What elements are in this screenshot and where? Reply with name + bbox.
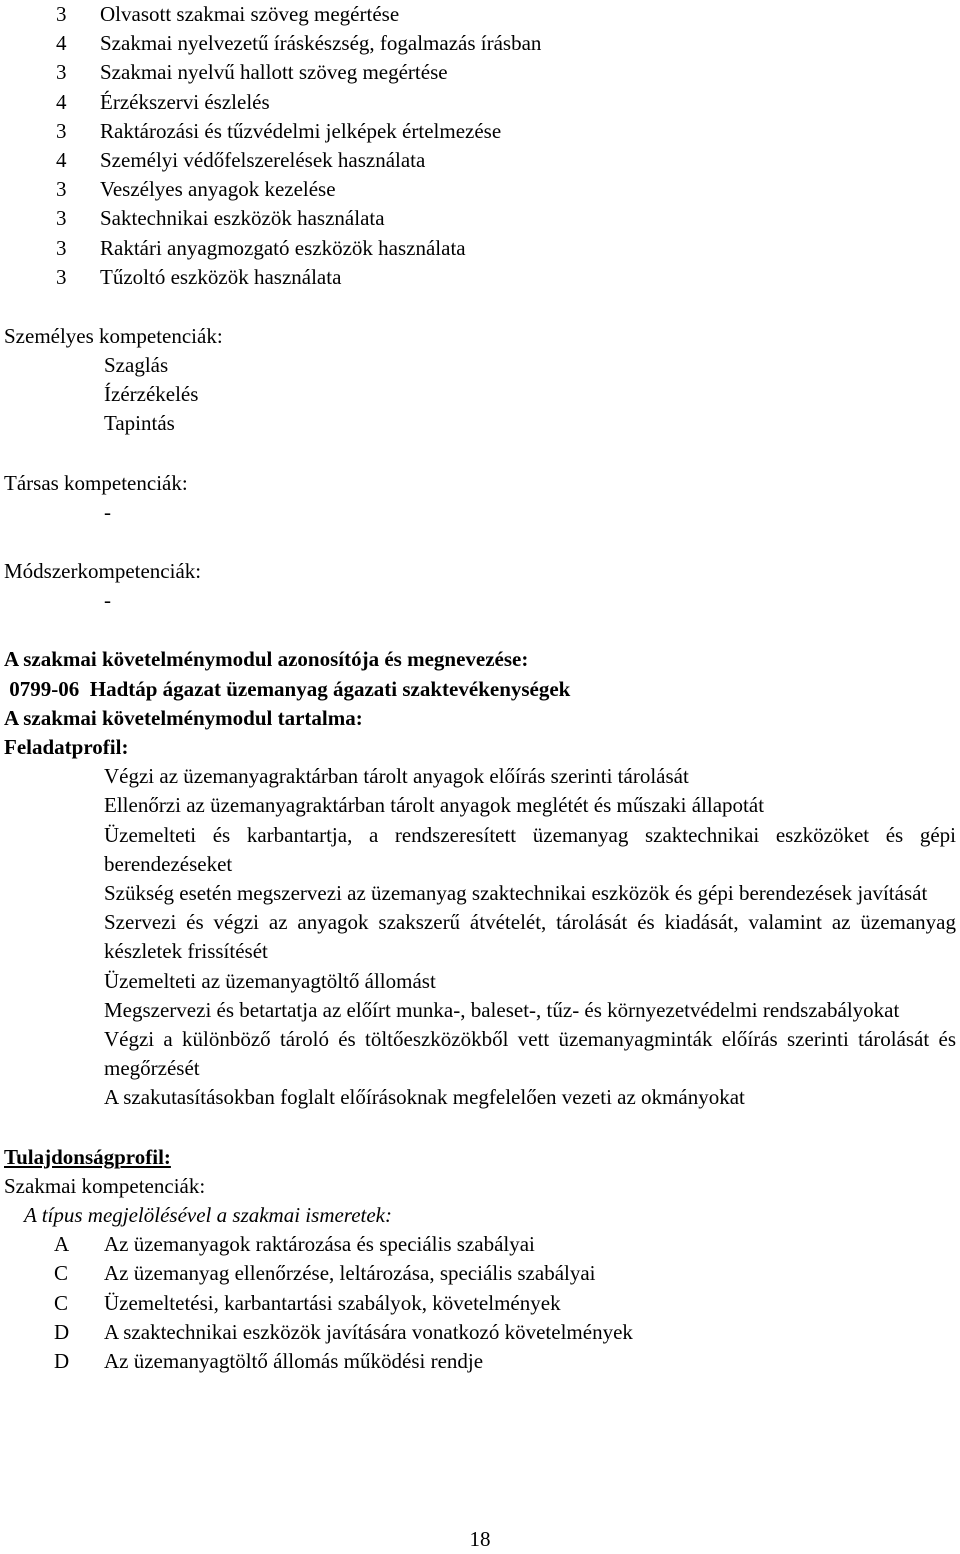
- skill-level: 3: [56, 2, 67, 26]
- knowledge-row: [4, 1259, 956, 1288]
- skill-text: Raktározási és tűzvédelmi jelképek értelmezése: [100, 118, 502, 143]
- knowledge-type: D: [54, 1319, 70, 1344]
- spacer: [4, 439, 956, 469]
- task-item: Szükség esetén megszervezi az üzemanyag szaktechnikai eszközök és gépi berendezések javítását: [104, 880, 928, 905]
- knowledge-type: A: [54, 1232, 70, 1257]
- knowledge-row: [4, 1318, 956, 1347]
- spacer: [4, 1113, 956, 1143]
- skill-text: Olvasott szakmai szöveg megértése: [100, 2, 400, 26]
- skill-text: Érzékszervi észlelés: [100, 89, 270, 114]
- skill-level: 3: [56, 60, 67, 85]
- skill-level: 3: [56, 177, 67, 202]
- task-item: Végzi a különböző tároló és töltőeszközökből vett üzemanyagminták előírás szerinti tárolását és megőrzését: [104, 1026, 956, 1081]
- skill-text: Raktári anyagmozgató eszközök használata: [100, 235, 466, 260]
- task-item: Szervezi és végzi az anyagok szakszerű átvételét, tárolását és kiadását, valamint az üzemanyag készletek frissítését: [104, 910, 956, 964]
- skill-level: 3: [56, 264, 67, 289]
- skill-text: Személyi védőfelszerelések használata: [100, 147, 426, 172]
- knowledge-row: [4, 1230, 956, 1259]
- skill-text: Saktechnikai eszközök használata: [100, 206, 385, 231]
- module-id-value: 0799-06 Hadtáp ágazat üzemanyag ágazati szaktevékenységek: [4, 676, 571, 701]
- skill-level: 3: [56, 118, 67, 143]
- knowledge-row: [4, 1347, 956, 1376]
- skill-row: [4, 0, 956, 29]
- skill-level: 3: [56, 206, 67, 231]
- spacer: [4, 615, 956, 645]
- skill-text: Tűzoltó eszközök használata: [100, 264, 342, 289]
- skill-list: [4, 0, 956, 292]
- task-item: Ellenőrzi az üzemanyagraktárban tárolt anyagok meglétét és műszaki állapotát: [104, 793, 765, 818]
- task-item: Üzemelteti az üzemanyagtöltő állomást: [104, 968, 436, 993]
- knowledge-text: A szaktechnikai eszközök javítására vonatkozó követelmények: [104, 1319, 633, 1344]
- skill-level: 4: [56, 89, 67, 114]
- skill-level: 4: [56, 147, 67, 172]
- task-item: Végzi az üzemanyagraktárban tárolt anyagok előírás szerinti tárolását: [104, 764, 689, 789]
- module-id-heading: A szakmai követelménymodul azonosítója és megnevezése:: [4, 647, 529, 672]
- skill-text: Szakmai nyelvű hallott szöveg megértése: [100, 60, 448, 85]
- knowledge-type: C: [54, 1290, 69, 1315]
- spacer: [4, 527, 956, 557]
- skill-row: [4, 58, 956, 87]
- task-list: [4, 762, 956, 1112]
- personal-heading: Személyes kompetenciák:: [4, 323, 223, 348]
- skill-row: [4, 204, 956, 233]
- knowledge-type-label: A típus megjelölésével a szakmai ismeretek:: [24, 1202, 392, 1227]
- knowledge-text: Az üzemanyagok raktározása és speciális szabályai: [104, 1232, 535, 1257]
- knowledge-text: Az üzemanyag ellenőrzése, leltározása, speciális szabályai: [104, 1261, 596, 1286]
- knowledge-row: [4, 1289, 956, 1318]
- task-item: Megszervezi és betartatja az előírt munka-, baleset-, tűz- és környezetvédelmi rendszabályokat: [104, 997, 900, 1022]
- method-competencies: [4, 557, 956, 615]
- module-section: [4, 645, 956, 1112]
- knowledge-type: D: [54, 1348, 70, 1373]
- skill-row: [4, 234, 956, 263]
- skill-level: 3: [56, 235, 67, 260]
- page-number: 18: [469, 1527, 491, 1551]
- knowledge-text: Az üzemanyagtöltő állomás működési rendje: [104, 1348, 484, 1373]
- professional-competencies-heading: Szakmai kompetenciák:: [4, 1173, 206, 1198]
- social-value: -: [104, 499, 111, 524]
- task-item: A szakutasításokban foglalt előírásoknak megfelelően vezeti az okmányokat: [104, 1085, 745, 1110]
- social-heading: Társas kompetenciák:: [4, 470, 188, 495]
- skill-text: Veszélyes anyagok kezelése: [100, 177, 336, 202]
- module-content-heading: A szakmai követelménymodul tartalma:: [4, 705, 363, 730]
- task-item: Üzemelteti és karbantartja, a rendszeresített üzemanyag szaktechnikai eszközöket és gépi berendezéseket: [104, 822, 956, 876]
- skill-text: Szakmai nyelvezetű íráskészség, fogalmazás írásban: [100, 31, 542, 56]
- skill-level: 4: [56, 31, 67, 56]
- personal-item: Ízérzékelés: [104, 382, 199, 407]
- personal-item: Szaglás: [104, 353, 169, 378]
- method-value: -: [104, 588, 111, 613]
- personal-item: Tapintás: [104, 411, 175, 436]
- document-page: [4, 0, 956, 1376]
- skill-row: [4, 175, 956, 204]
- property-profile: [4, 1143, 956, 1377]
- personal-competencies: [4, 322, 956, 439]
- skill-row: [4, 263, 956, 292]
- knowledge-text: Üzemeltetési, karbantartási szabályok, követelmények: [104, 1290, 561, 1315]
- skill-row: [4, 88, 956, 117]
- spacer: [4, 292, 956, 322]
- method-heading: Módszerkompetenciák:: [4, 559, 202, 583]
- skill-row: [4, 29, 956, 58]
- skill-row: [4, 117, 956, 146]
- knowledge-type: C: [54, 1261, 69, 1286]
- social-competencies: [4, 469, 956, 527]
- skill-row: [4, 146, 956, 175]
- task-profile-heading: Feladatprofil:: [4, 734, 129, 759]
- property-profile-heading: Tulajdonságprofil:: [4, 1144, 171, 1169]
